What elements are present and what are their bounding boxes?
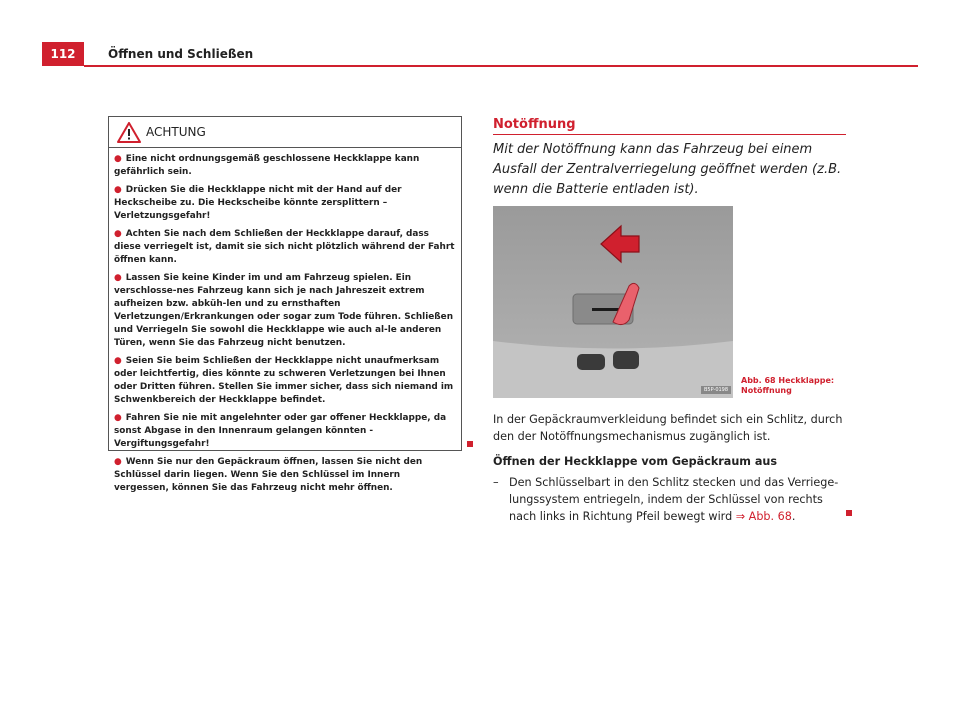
body-paragraph: In der Gepäckraumverkleidung befindet sich ein Schlitz, durch den der Notöffnungsmechanismus zugänglich ist.: [493, 413, 843, 443]
warning-item: ● Seien Sie beim Schließen der Heckklappe nicht unaufmerksam oder leichtfertig, dies könnte zu schweren Verletzungen bei Ihnen oder Dritten führen. Stellen Sie immer sicher, dass sich niemand im Schwenkbereich der Heckklappe befindet.: [114, 356, 454, 405]
subheading: Öffnen der Heckklappe vom Gepäckraum aus: [493, 455, 778, 468]
chapter-title: Öffnen und Schließen: [108, 47, 254, 61]
square-end-icon: [846, 510, 852, 516]
warning-title: ACHTUNG: [146, 125, 206, 139]
warning-box: [108, 116, 462, 493]
figure-emergency-release: [493, 206, 733, 398]
step-text: Den Schlüsselbart in den Schlitz stecken und das Verriege-lungssystem entriegeln, indem der Schlüssel von rechts nach links in Richtung Pfeil bewegt wird: [509, 476, 839, 523]
header-rule: [84, 65, 918, 67]
warning-item: ● Fahren Sie nie mit angelehnter oder gar offener Heckklappe, da sonst Abgase in den Innenraum gelangen könnten - Vergiftungsgefahr!: [114, 413, 447, 449]
warning-item: ● Drücken Sie die Heckklappe nicht mit der Hand auf der Heckscheibe zu. Die Heckscheibe könnte zersplittern – Verletzungsgefahr!: [114, 185, 402, 221]
page-number: 112: [42, 42, 84, 66]
warning-body: [109, 148, 461, 495]
warning-item: ● Lassen Sie keine Kinder im und am Fahrzeug spielen. Ein verschlosse-nes Fahrzeug kann sich je nach Jahreszeit extrem aufheizen bzw. abküh-len und zu ernsthaften Verletzungen/Erkrankungen oder sogar zum Tode führen. Schließen und Verriegeln Sie sowohl die Heckklappe wie auch al-le anderen Türen, wenn Sie das Fahrzeug nicht benutzen.: [114, 273, 454, 348]
figure-reference-link[interactable]: ⇒ Abb. 68: [735, 510, 792, 523]
square-end-icon: [467, 441, 473, 447]
figure-caption: Abb. 68 Heckklappe: Notöffnung: [741, 376, 835, 395]
section-rule: [493, 134, 846, 135]
warning-header: [109, 117, 461, 148]
warning-item: ● Achten Sie nach dem Schließen der Heckklappe darauf, dass diese verriegelt ist, damit sie sich nicht plötzlich während der Fahrt öffnen kann.: [114, 229, 455, 265]
step-dash: –: [493, 476, 499, 489]
warning-triangle-icon: [117, 122, 141, 143]
figure-code: B5P-0198: [701, 386, 731, 394]
instruction-step: [493, 474, 853, 525]
step-period: .: [791, 510, 796, 523]
warning-item: ● Eine nicht ordnungsgemäß geschlossene Heckklappe kann gefährlich sein.: [114, 154, 420, 177]
warning-item: ● Wenn Sie nur den Gepäckraum öffnen, lassen Sie nicht den Schlüssel darin liegen. Wenn Sie den Schlüssel im Innern vergessen, können Sie das Fahrzeug nicht mehr öffnen.: [114, 457, 423, 493]
trunk-lining-illustration: [493, 206, 733, 398]
section-title: Notöffnung: [493, 117, 576, 132]
section-intro: Mit der Notöffnung kann das Fahrzeug bei einem Ausfall der Zentralverriegelung geöffnet werden (z.B. wenn die Batterie entladen ist).: [493, 142, 842, 197]
